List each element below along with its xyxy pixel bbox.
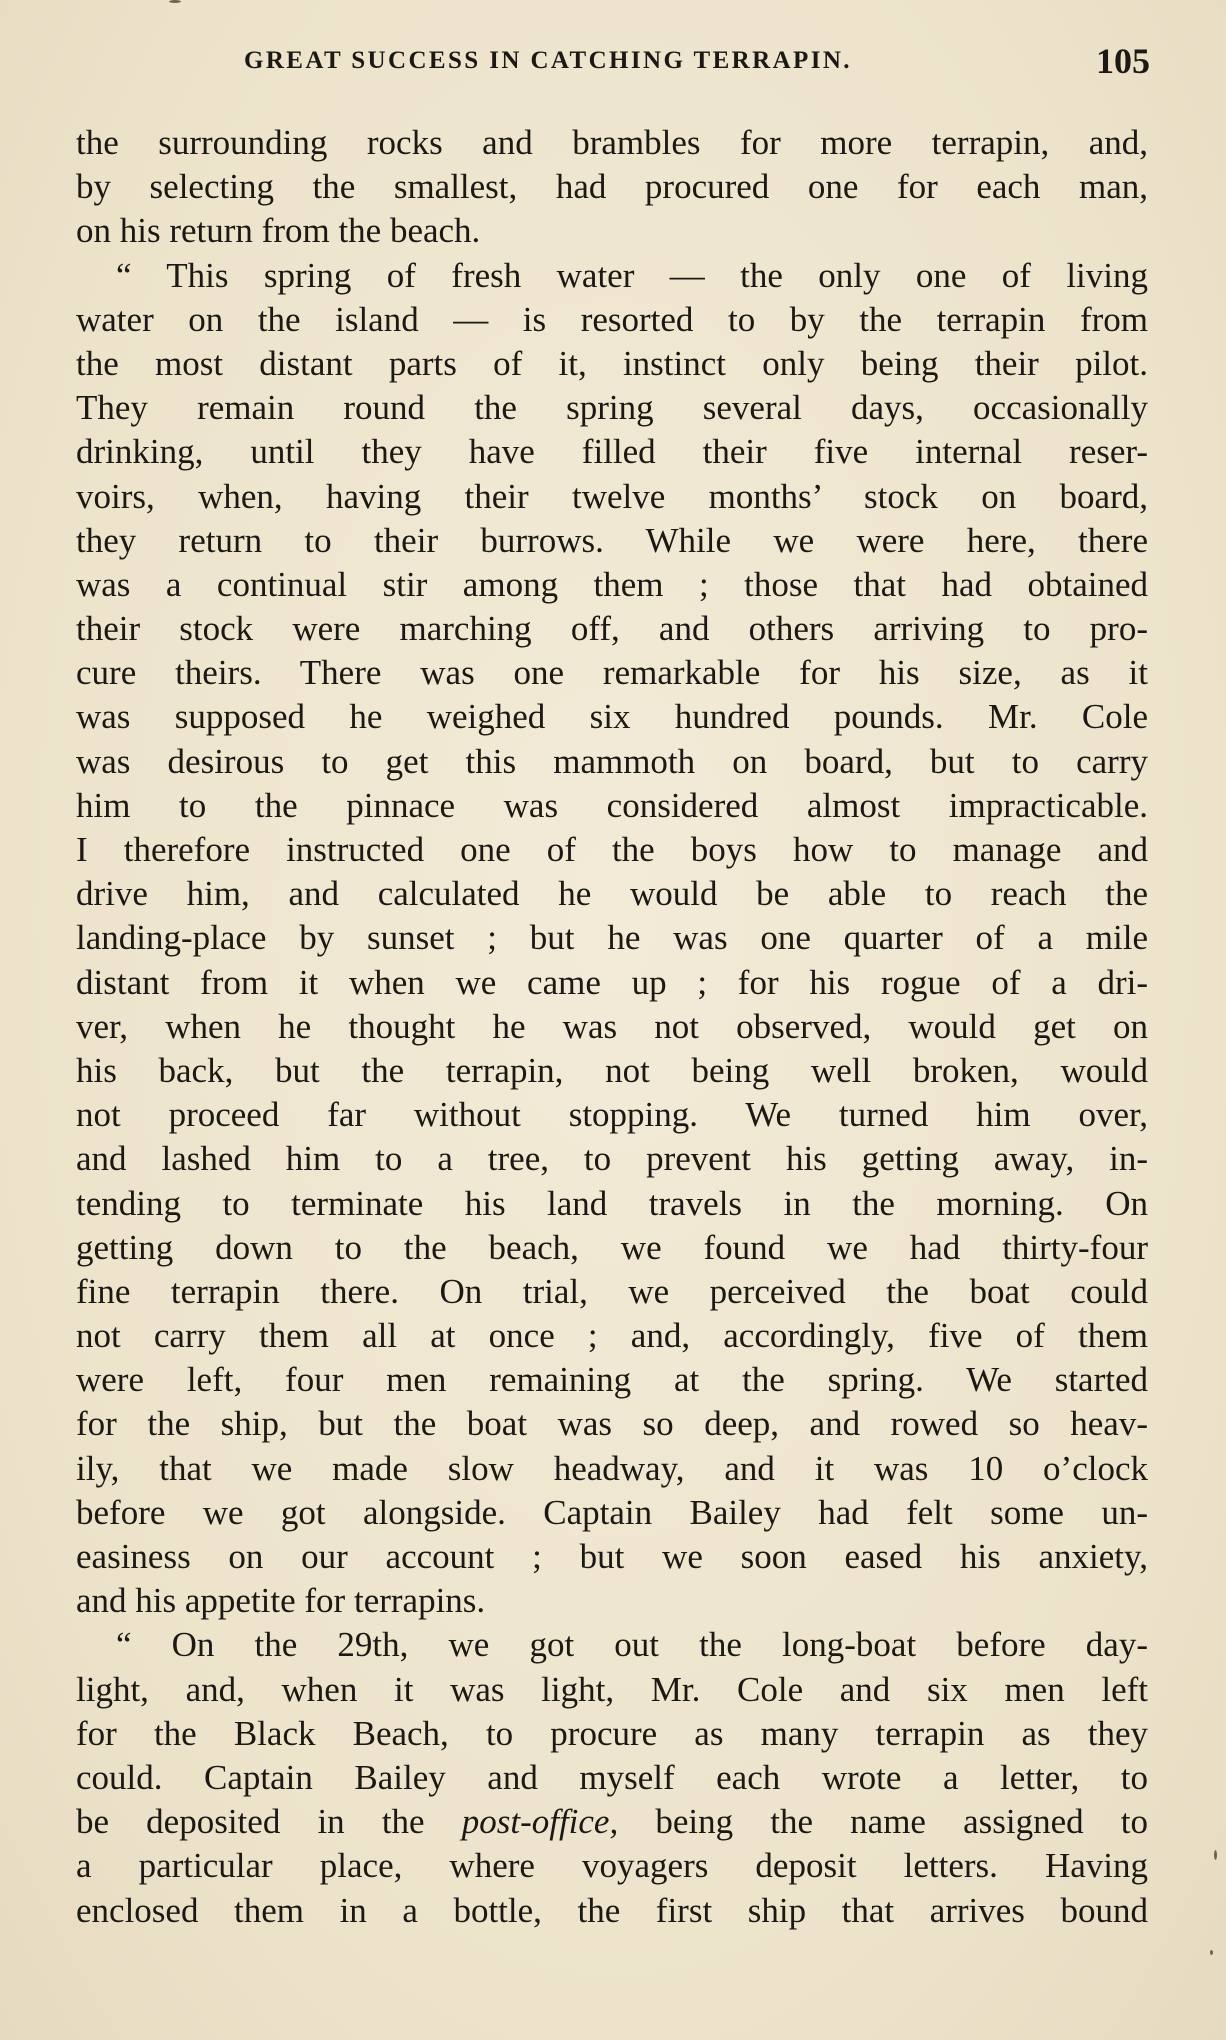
text-line: “ This spring of fresh water — the only one of living bbox=[116, 255, 1148, 295]
text-fragment: be deposited in the bbox=[76, 1802, 462, 1842]
text-line: getting down to the beach, we found we had thirty-four bbox=[76, 1227, 1148, 1267]
text-line: “ On the 29th, we got out the long-boat before day- bbox=[116, 1625, 1148, 1665]
text-line: easiness on our account ; but we soon eased his anxiety, bbox=[76, 1537, 1148, 1576]
text-line: they return to their burrows. While we were here, there bbox=[76, 520, 1148, 560]
paper-speck bbox=[1210, 1950, 1213, 1955]
text-line: voirs, when, having their twelve months’ stock on board, bbox=[76, 476, 1148, 516]
text-line: the most distant parts of it, instinct only being their pilot. bbox=[76, 343, 1148, 383]
text-line: tending to terminate his land travels in the morning. On bbox=[76, 1183, 1148, 1223]
page-number: 105 bbox=[1096, 41, 1150, 81]
paper-speck bbox=[1214, 1850, 1217, 1860]
text-line: a particular place, where voyagers deposit letters. Having bbox=[76, 1846, 1148, 1886]
text-line: was a continual stir among them ; those that had obtained bbox=[76, 564, 1148, 604]
running-title: GREAT SUCCESS IN CATCHING TERRAPIN. bbox=[244, 47, 852, 74]
text-line: was desirous to get this mammoth on board, but to carry bbox=[76, 741, 1148, 781]
text-line: landing-place by sunset ; but he was one quarter of a mile bbox=[76, 918, 1148, 958]
text-line: was supposed he weighed six hundred pounds. Mr. Cole bbox=[76, 697, 1148, 737]
text-line: were left, four men remaining at the spring. We started bbox=[76, 1360, 1148, 1400]
text-line: drinking, until they have filled their five internal reser- bbox=[76, 432, 1148, 472]
text-line: drive him, and calculated he would be able to reach the bbox=[76, 874, 1148, 914]
text-line: distant from it when we came up ; for his rogue of a dri- bbox=[76, 962, 1148, 1002]
text-line: the surrounding rocks and brambles for more terrapin, and, bbox=[76, 123, 1148, 162]
text-line: not carry them all at once ; and, accordingly, five of them bbox=[76, 1316, 1148, 1356]
text-line: ver, when he thought he was not observed, would get on bbox=[76, 1006, 1148, 1046]
text-line: for the Black Beach, to procure as many terrapin as they bbox=[76, 1713, 1148, 1753]
text-line: could. Captain Bailey and myself each wrote a letter, to bbox=[76, 1757, 1148, 1797]
text-line: and lashed him to a tree, to prevent his getting away, in- bbox=[76, 1139, 1148, 1179]
text-line: cure theirs. There was one remarkable for his size, as it bbox=[76, 653, 1148, 693]
text-line-with-italic bbox=[76, 1800, 1148, 1844]
text-line: enclosed them in a bottle, the first ship that arrives bound bbox=[76, 1890, 1148, 1930]
text-line: fine terrapin there. On trial, we perceived the boat could bbox=[76, 1271, 1148, 1311]
text-line: on his return from the beach. bbox=[76, 211, 481, 251]
text-line: I therefore instructed one of the boys how to manage and bbox=[76, 830, 1148, 869]
text-line: his back, but the terrapin, not being well broken, would bbox=[76, 1050, 1148, 1090]
paper-speck bbox=[169, 0, 181, 3]
text-line: him to the pinnace was considered almost impracticable. bbox=[76, 785, 1148, 825]
text-line: light, and, when it was light, Mr. Cole and six men left bbox=[76, 1669, 1148, 1709]
body-text bbox=[76, 121, 1148, 1933]
italic-term-post-office: post-office, bbox=[461, 1802, 619, 1842]
text-line: not proceed far without stopping. We turned him over, bbox=[76, 1095, 1148, 1135]
text-line: They remain round the spring several days, occasionally bbox=[76, 388, 1148, 428]
running-head bbox=[76, 40, 1150, 80]
text-line: before we got alongside. Captain Bailey had felt some un- bbox=[76, 1492, 1148, 1532]
text-line: by selecting the smallest, had procured one for each man, bbox=[76, 167, 1148, 207]
text-fragment: being the name assigned to bbox=[618, 1802, 1148, 1842]
text-line: water on the island — is resorted to by the terrapin from bbox=[76, 299, 1148, 339]
text-line: and his appetite for terrapins. bbox=[76, 1581, 486, 1621]
text-line: their stock were marching off, and others arriving to pro- bbox=[76, 609, 1148, 649]
text-line: ily, that we made slow headway, and it was 10 o’clock bbox=[76, 1448, 1148, 1488]
text-line: for the ship, but the boat was so deep, and rowed so heav- bbox=[76, 1404, 1148, 1444]
